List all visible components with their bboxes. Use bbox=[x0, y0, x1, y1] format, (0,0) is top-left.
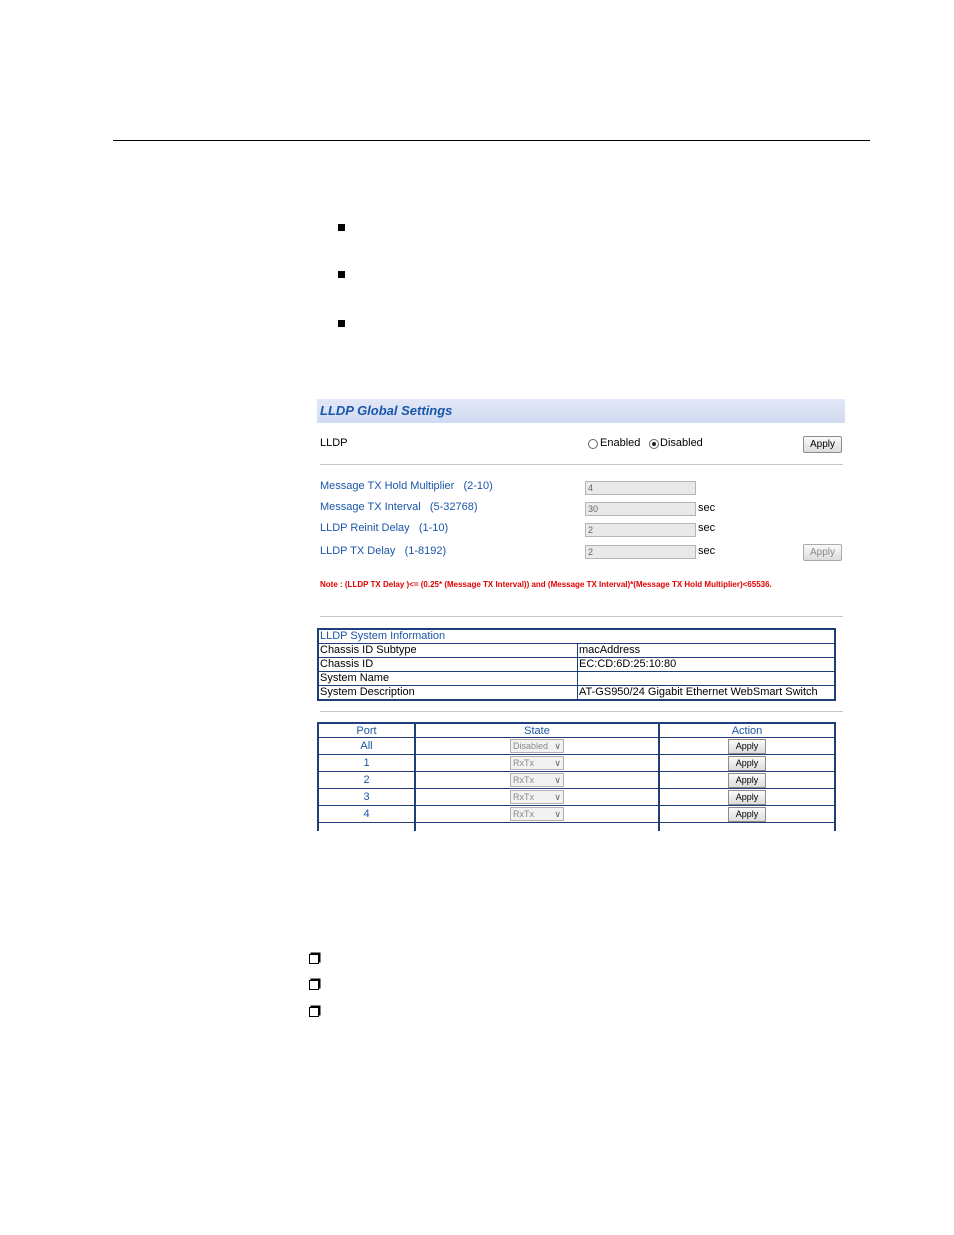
state-select[interactable]: Disabled ∨ bbox=[510, 739, 564, 753]
tx-delay-label: LLDP TX Delay (1-8192) bbox=[320, 545, 447, 557]
enabled-radio[interactable] bbox=[588, 439, 598, 449]
table-row bbox=[318, 686, 835, 701]
lldp-global-settings-screenshot bbox=[317, 399, 845, 831]
table-row bbox=[318, 789, 835, 806]
port-state-table bbox=[317, 722, 836, 831]
tx-hold-multiplier-label: Message TX Hold Multiplier (2-10) bbox=[320, 480, 493, 492]
row-value: AT-GS950/24 Gigabit Ethernet WebSmart Switch bbox=[578, 686, 836, 701]
table-row bbox=[318, 823, 835, 832]
table-row bbox=[318, 806, 835, 823]
checkbox-bullet-icon bbox=[309, 980, 319, 990]
row-value bbox=[578, 672, 836, 686]
reinit-delay-input[interactable]: 2 bbox=[585, 523, 696, 537]
enabled-label: Enabled bbox=[600, 437, 641, 449]
table-row bbox=[318, 738, 835, 755]
bullet-marker bbox=[338, 271, 345, 278]
row-value: EC:CD:6D:25:10:80 bbox=[578, 658, 836, 672]
panel-title: LLDP Global Settings bbox=[320, 403, 453, 418]
port-apply-button[interactable]: Apply bbox=[728, 739, 766, 754]
divider bbox=[320, 711, 843, 712]
tx-interval-unit: sec bbox=[698, 502, 716, 514]
state-select[interactable]: RxTx ∨ bbox=[510, 756, 564, 770]
table-row bbox=[318, 772, 835, 789]
tx-hold-multiplier-input[interactable]: 4 bbox=[585, 481, 696, 495]
port-apply-button[interactable]: Apply bbox=[728, 756, 766, 771]
reinit-delay-unit: sec bbox=[698, 522, 716, 534]
table-row bbox=[318, 755, 835, 772]
bullet-marker bbox=[338, 320, 345, 327]
port-column-header: Port bbox=[318, 723, 415, 738]
panel-title-bar bbox=[317, 399, 845, 423]
page-header-rule bbox=[113, 140, 870, 141]
checkbox-bullet-icon bbox=[309, 954, 319, 964]
system-information-table bbox=[317, 628, 836, 701]
tx-interval-label: Message TX Interval (5-32768) bbox=[320, 501, 478, 513]
table-row bbox=[318, 658, 835, 672]
reinit-delay-label: LLDP Reinit Delay (1-10) bbox=[320, 522, 449, 534]
tx-delay-unit: sec bbox=[698, 545, 716, 557]
state-select[interactable]: RxTx ∨ bbox=[510, 773, 564, 787]
timers-apply-button[interactable]: Apply bbox=[803, 544, 842, 561]
disabled-label: Disabled bbox=[660, 437, 703, 449]
checkbox-bullet-icon bbox=[309, 1007, 319, 1017]
port-apply-button[interactable]: Apply bbox=[728, 790, 766, 805]
lldp-label: LLDP bbox=[320, 437, 348, 449]
row-label: System Description bbox=[318, 686, 578, 701]
disabled-radio[interactable] bbox=[649, 439, 659, 449]
tx-delay-input[interactable]: 2 bbox=[585, 545, 696, 559]
port-cell: 3 bbox=[318, 789, 415, 806]
port-cell: All bbox=[318, 738, 415, 755]
row-label: Chassis ID Subtype bbox=[318, 644, 578, 658]
row-label: System Name bbox=[318, 672, 578, 686]
port-apply-button[interactable]: Apply bbox=[728, 773, 766, 788]
row-label: Chassis ID bbox=[318, 658, 578, 672]
port-cell: 2 bbox=[318, 772, 415, 789]
table-row bbox=[318, 644, 835, 658]
table-row bbox=[318, 672, 835, 686]
port-cell: 4 bbox=[318, 806, 415, 823]
bullet-marker bbox=[338, 224, 345, 231]
system-info-header: LLDP System Information bbox=[318, 629, 835, 644]
row-value: macAddress bbox=[578, 644, 836, 658]
state-column-header: State bbox=[415, 723, 659, 738]
divider bbox=[320, 464, 843, 465]
constraint-note: Note : (LLDP TX Delay )<= (0.25* (Message TX Interval)) and (Message TX Interval)*(Message TX Hold Multiplier)<65536. bbox=[320, 580, 772, 589]
tx-interval-input[interactable]: 30 bbox=[585, 502, 696, 516]
port-apply-button[interactable]: Apply bbox=[728, 807, 766, 822]
action-column-header: Action bbox=[659, 723, 835, 738]
divider bbox=[320, 616, 843, 617]
port-cell: 1 bbox=[318, 755, 415, 772]
state-select[interactable]: RxTx ∨ bbox=[510, 790, 564, 804]
lldp-apply-button[interactable]: Apply bbox=[803, 436, 842, 453]
state-select[interactable]: RxTx ∨ bbox=[510, 807, 564, 821]
